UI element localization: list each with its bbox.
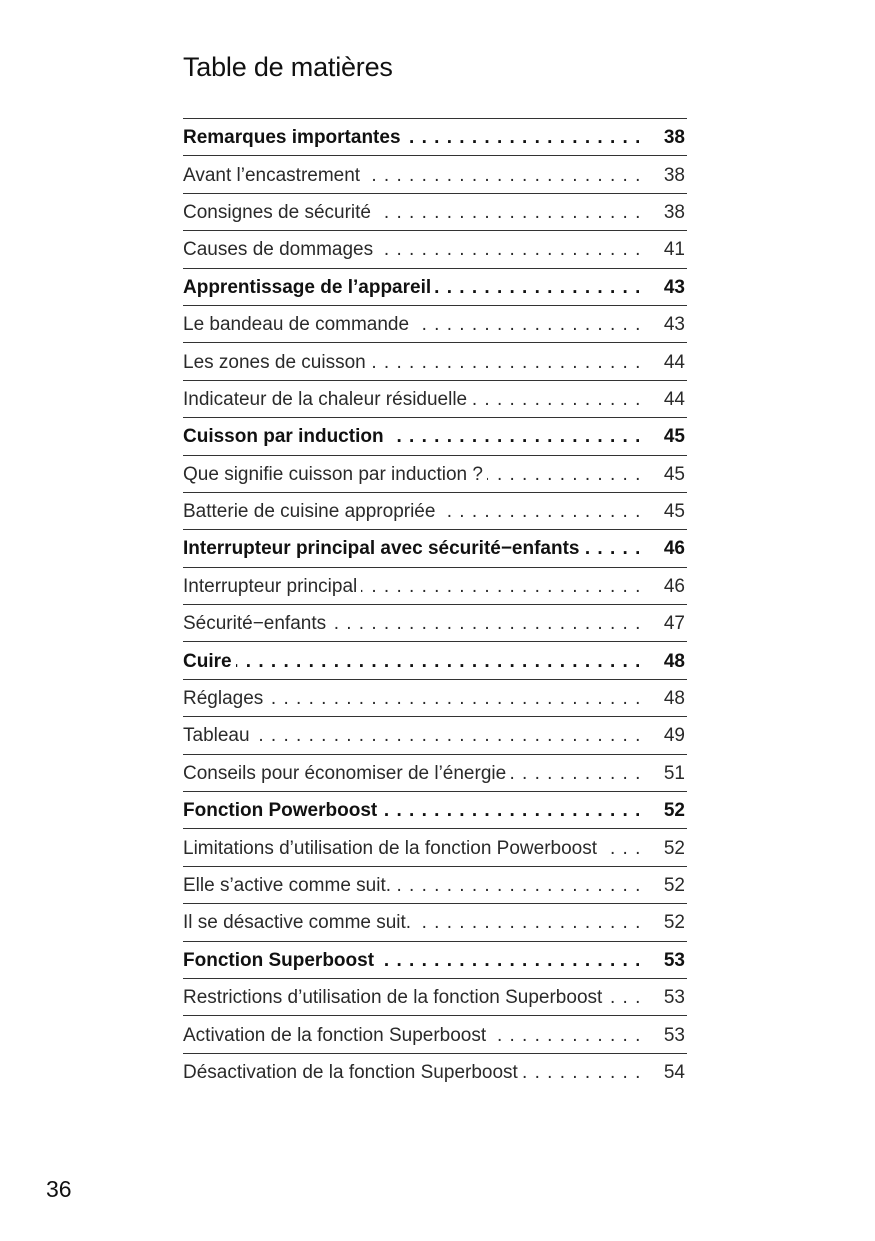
toc-entry[interactable]	[183, 979, 687, 1016]
toc-entry-page: 48	[663, 688, 685, 710]
toc-entry-page: 52	[663, 912, 685, 934]
toc-entry[interactable]	[183, 493, 687, 530]
toc-entry[interactable]	[183, 530, 687, 567]
toc-entry-page: 53	[663, 949, 685, 971]
toc-entry-title: Les zones de cuisson	[183, 352, 370, 373]
toc-entry-page: 53	[663, 1024, 685, 1046]
toc-entry[interactable]	[183, 904, 687, 941]
toc-entry-title: Indicateur de la chaleur résiduelle	[183, 389, 471, 410]
toc-entry[interactable]	[183, 269, 687, 306]
toc-entry-page: 43	[663, 276, 685, 298]
toc-entry-page: 52	[663, 837, 685, 859]
toc-entry-title: Fonction Superboost	[183, 950, 378, 971]
toc-entry[interactable]	[183, 381, 687, 418]
toc-entry-title: Sécurité−enfants	[183, 613, 330, 634]
toc-entry-title: Limitations d’utilisation de la fonction Powerboost	[183, 838, 601, 859]
toc-entry[interactable]	[183, 829, 687, 866]
page-title: Table de matières	[183, 52, 393, 82]
table-of-contents	[183, 118, 687, 1091]
toc-entry-title: Il se désactive comme suit.	[183, 912, 415, 933]
toc-entry-title: Causes de dommages	[183, 239, 377, 260]
toc-entry[interactable]	[183, 755, 687, 792]
toc-entry-page: 45	[663, 426, 685, 448]
toc-entry[interactable]	[183, 1016, 687, 1053]
toc-entry[interactable]	[183, 1054, 687, 1091]
toc-entry-page: 41	[663, 239, 685, 261]
toc-entry-page: 38	[663, 201, 685, 223]
toc-entry-page: 43	[663, 314, 685, 336]
toc-entry-title: Que signifie cuisson par induction ?	[183, 464, 487, 485]
page-number: 36	[46, 1176, 72, 1202]
toc-entry-title: Remarques importantes	[183, 127, 405, 148]
toc-entry-page: 44	[663, 388, 685, 410]
toc-entry-page: 45	[663, 463, 685, 485]
toc-entry-page: 38	[663, 127, 685, 149]
toc-entry[interactable]	[183, 867, 687, 904]
toc-entry-page: 52	[663, 875, 685, 896]
toc-entry-title: Tableau	[183, 725, 254, 746]
toc-entry-title: Conseils pour économiser de l’énergie	[183, 763, 510, 784]
toc-entry-title: Avant l’encastrement	[183, 165, 364, 186]
toc-entry-page: 44	[663, 351, 685, 373]
toc-entry-title: Batterie de cuisine appropriée	[183, 501, 439, 522]
toc-entry[interactable]	[183, 156, 687, 193]
toc-entry[interactable]	[183, 717, 687, 754]
toc-entry-page: 47	[663, 613, 685, 635]
toc-entry-page: 46	[663, 538, 685, 560]
toc-entry[interactable]	[183, 194, 687, 231]
toc-entry-page: 45	[663, 501, 685, 523]
toc-entry-page: 49	[663, 725, 685, 747]
toc-entry-title: Désactivation de la fonction Superboost	[183, 1062, 522, 1083]
toc-entry-page: 46	[663, 575, 685, 597]
toc-entry-title: Cuisson par induction	[183, 426, 388, 447]
toc-entry-title: Cuire	[183, 651, 236, 672]
toc-entry-page: 52	[663, 800, 685, 822]
toc-entry-title: Interrupteur principal	[183, 576, 361, 597]
toc-entry-page: 48	[663, 650, 685, 672]
toc-entry[interactable]	[183, 343, 687, 380]
toc-entry[interactable]	[183, 792, 687, 829]
toc-entry-title: Elle s’active comme suit.	[183, 875, 395, 896]
toc-entry[interactable]	[183, 942, 687, 979]
toc-entry-title: Interrupteur principal avec sécurité−enfants	[183, 538, 584, 559]
toc-entry[interactable]	[183, 306, 687, 343]
toc-entry-page: 51	[663, 762, 685, 784]
toc-entry-title: Réglages	[183, 688, 267, 709]
toc-entry[interactable]	[183, 680, 687, 717]
toc-entry-page: 38	[663, 164, 685, 186]
toc-entry[interactable]	[183, 418, 687, 455]
toc-entry-title: Consignes de sécurité	[183, 202, 375, 223]
toc-entry[interactable]	[183, 231, 687, 268]
toc-entry-title: Le bandeau de commande	[183, 314, 413, 335]
toc-entry-page: 54	[663, 1062, 685, 1084]
toc-entry-title: Fonction Powerboost	[183, 800, 381, 821]
toc-entry-title: Activation de la fonction Superboost	[183, 1025, 490, 1046]
toc-entry-title: Restrictions d’utilisation de la fonction Superboost	[183, 987, 606, 1008]
toc-entry[interactable]	[183, 119, 687, 156]
toc-entry[interactable]	[183, 642, 687, 679]
toc-entry[interactable]	[183, 456, 687, 493]
toc-entry-page: 53	[663, 987, 685, 1009]
toc-entry-title: Apprentissage de l’appareil	[183, 277, 435, 298]
toc-entry[interactable]	[183, 568, 687, 605]
toc-entry[interactable]	[183, 605, 687, 642]
